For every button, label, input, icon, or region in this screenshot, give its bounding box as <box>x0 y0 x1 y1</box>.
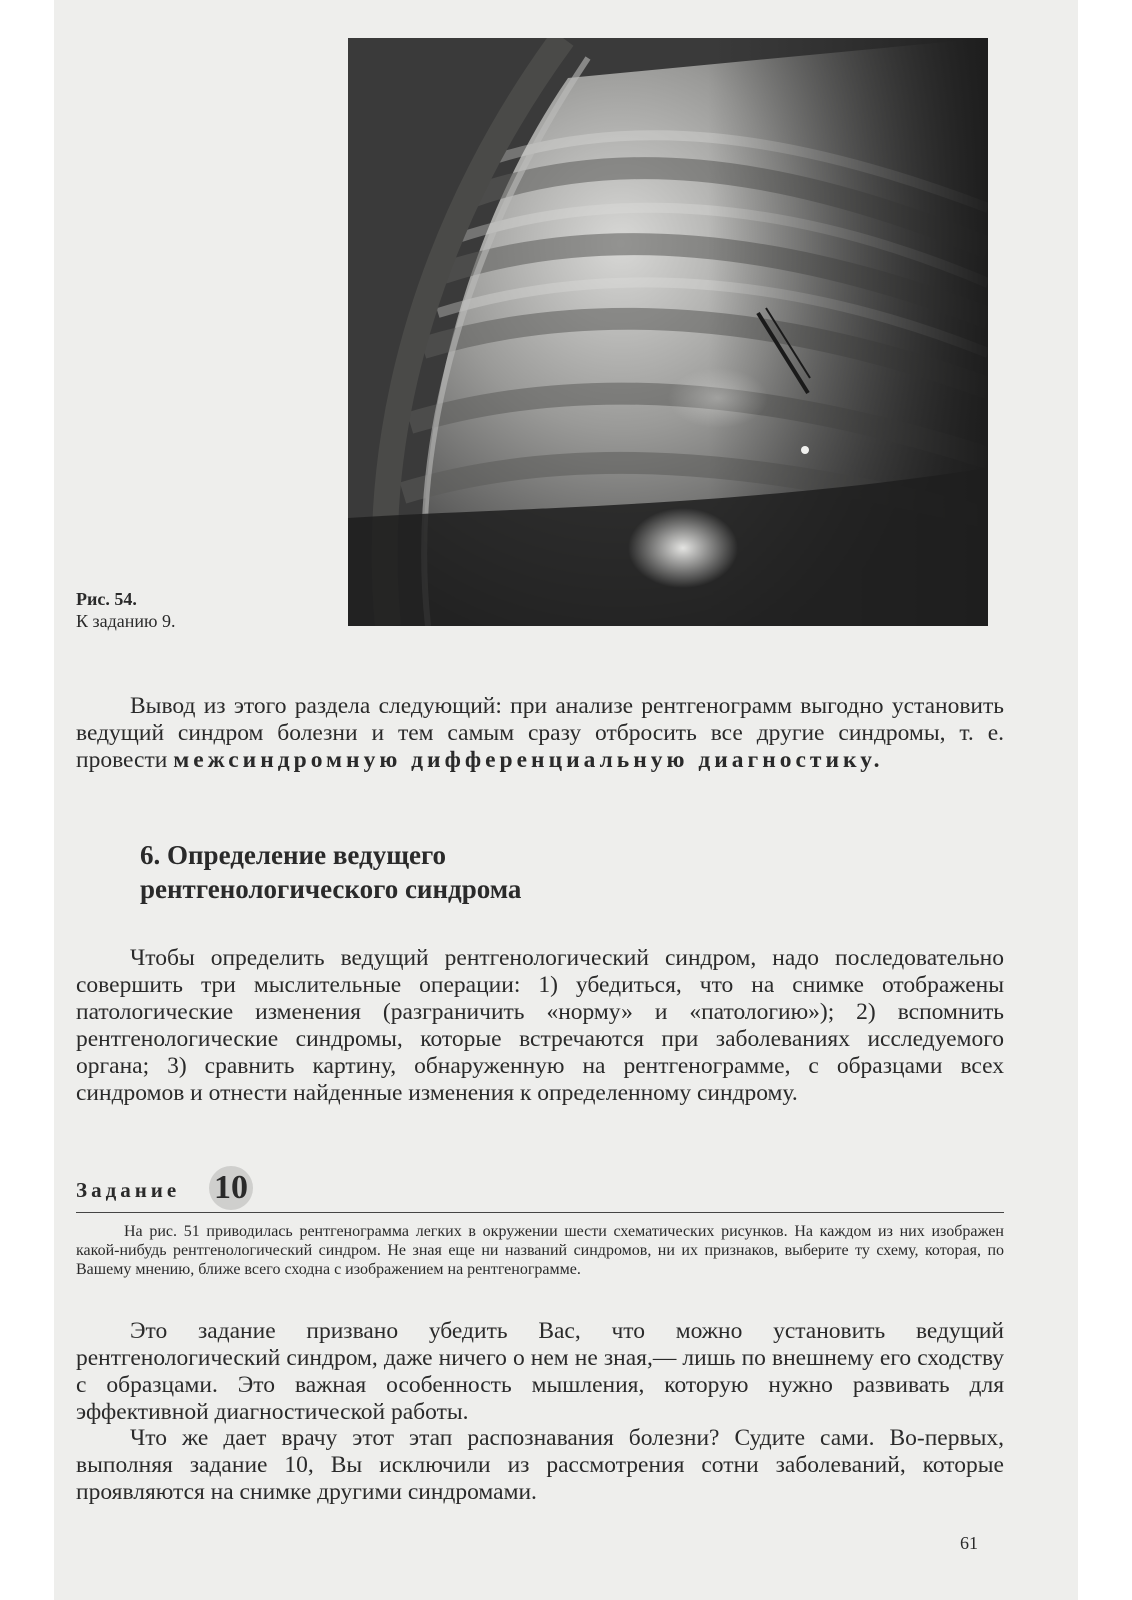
page-number: 61 <box>960 1533 978 1553</box>
task-text: На рис. 51 приводилась рентгенограмма легких в окружении шести схематических рисунков. На каждом из них изображен какой-нибудь рентгенологический синдром. Не зная еще ни названий синдромов, ни их признаков, выберите ту схему, которая, по Вашему мнению, ближе всего сходна с изображением на рентгенограмме. <box>76 1223 1004 1278</box>
paragraph-purpose: Это задание призвано убедить Вас, что можно установить ведущий рентгенологический синдром, даже ничего о нем не зная,— лишь по внешнему его сходству с образцами. Это важная особенность мышления, которую нужно развивать для эффективной диагностической работы. <box>76 1318 1004 1425</box>
figure-number: Рис. 54. <box>76 589 137 609</box>
paragraph-conclusion-text: Вывод из этого раздела следующий: при анализе рентгенограмм выгодно установить ведущий синдром болезни и тем самым сразу отбросить все другие синдромы, т. е. провести <box>76 693 1004 773</box>
task-number-badge: 10 <box>209 1166 253 1210</box>
paragraph-benefit: Что же дает врачу этот этап распознавания болезни? Судите сами. Во-первых, выполняя задание 10, Вы исключили из рассмотрения сотни заболеваний, которые проявляются на снимке другими синдромами. <box>76 1425 1004 1505</box>
xray-image <box>348 38 988 626</box>
paragraph-conclusion <box>76 693 1004 774</box>
section-title-line2: рентгенологического синдрома <box>140 874 522 904</box>
task-label: Задание <box>76 1178 181 1202</box>
figure-caption <box>76 588 316 632</box>
section-title-line1: 6. Определение ведущего <box>140 840 447 870</box>
emphasis-text: межсиндромную дифференциальную диагностику. <box>173 747 884 773</box>
divider <box>76 1212 1004 1213</box>
task-header <box>76 1166 1004 1206</box>
figure-caption-text: К заданию 9. <box>76 611 176 631</box>
paragraph-method: Чтобы определить ведущий рентгенологический синдром, надо последовательно совершить три мыслительные операции: 1) убедиться, что на снимке отображены патологические изменения (разграничить «норму» и «патологию»); 2) вспомнить рентгенологические синдромы, которые встречаются при заболеваниях исследуемого органа; 3) сравнить картину, обнаруженную на рентгенограмме, с образцами всех синдромов и отнести найденные изменения к определенному синдрому. <box>76 945 1004 1106</box>
section-heading <box>140 838 840 906</box>
